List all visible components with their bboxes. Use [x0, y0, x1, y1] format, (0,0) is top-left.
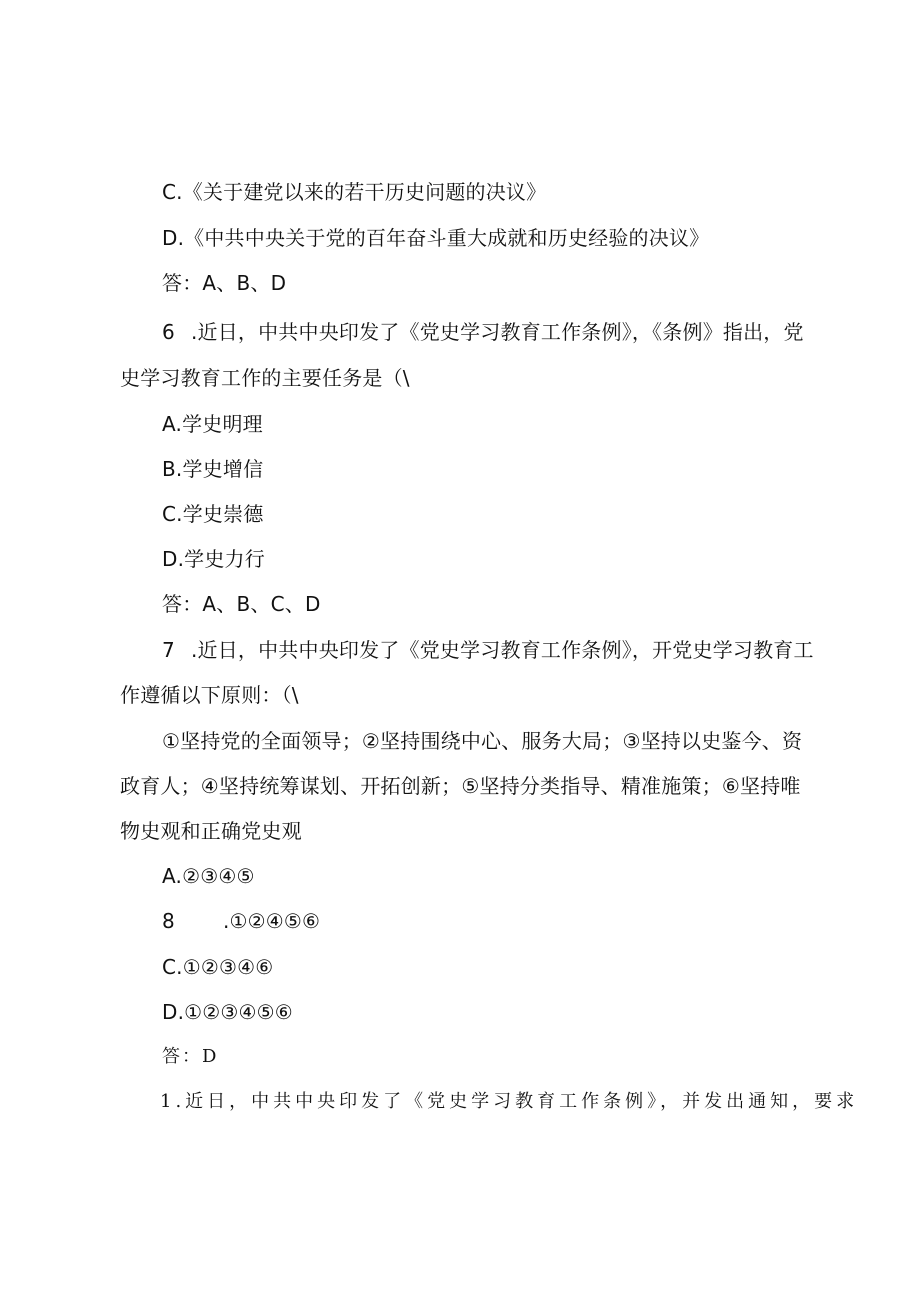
q6-option-a: A.学史明理 [162, 412, 263, 436]
q7-option-b-number: 8 [162, 909, 175, 933]
q7-option-a: A.②③④⑤ [162, 864, 255, 888]
q6-text-line1: .近日，中共中央印发了《党史学习教育工作条例》，《条例》指出，党 [190, 320, 804, 344]
q1-next-question-line: 1.近日，中共中央印发了《党史学习教育工作条例》，并发出通知，要求 [160, 1091, 859, 1112]
q7-principles-line2: 政育人；④坚持统筹谋划、开拓创新；⑤坚持分类指导、精准施策；⑥坚持唯 [120, 774, 801, 798]
q6-number: 6 [162, 320, 175, 344]
q7-option-d: D.①②③④⑤⑥ [162, 1000, 293, 1024]
q6-question-line1 [162, 318, 804, 346]
q7-answer: 答：D [162, 1046, 219, 1067]
q5-option-c: C.《关于建党以来的若干历史问题的决议》 [162, 180, 547, 204]
q6-answer: 答：A、B、C、D [162, 592, 321, 616]
q7-option-c: C.①②③④⑥ [162, 955, 274, 979]
q7-text-line1: .近日，中共中央印发了《党史学习教育工作条例》，开党史学习教育工 [190, 638, 814, 662]
q7-number: 7 [162, 638, 175, 662]
q7-principles-line3: 物史观和正确党史观 [120, 819, 302, 843]
q6-option-d: D.学史力行 [162, 547, 265, 571]
q7-option-b [162, 907, 320, 935]
q6-option-c: C.学史崇德 [162, 502, 264, 526]
q7-principles-line1: ①坚持党的全面领导；②坚持围绕中心、服务大局；③坚持以史鉴今、资 [162, 729, 803, 753]
q5-option-d: D.《中共中央关于党的百年奋斗重大成就和历史经验的决议》 [162, 226, 710, 250]
q6-question-line2: 史学习教育工作的主要任务是（\ [120, 366, 410, 390]
q6-option-b: B.学史增信 [162, 457, 264, 481]
q7-question-line2: 作遵循以下原则：（\ [120, 683, 299, 707]
q7-question-line1 [162, 636, 814, 664]
q7-option-b-text: .①②④⑤⑥ [222, 909, 321, 933]
q5-answer: 答：A、B、D [162, 271, 287, 295]
